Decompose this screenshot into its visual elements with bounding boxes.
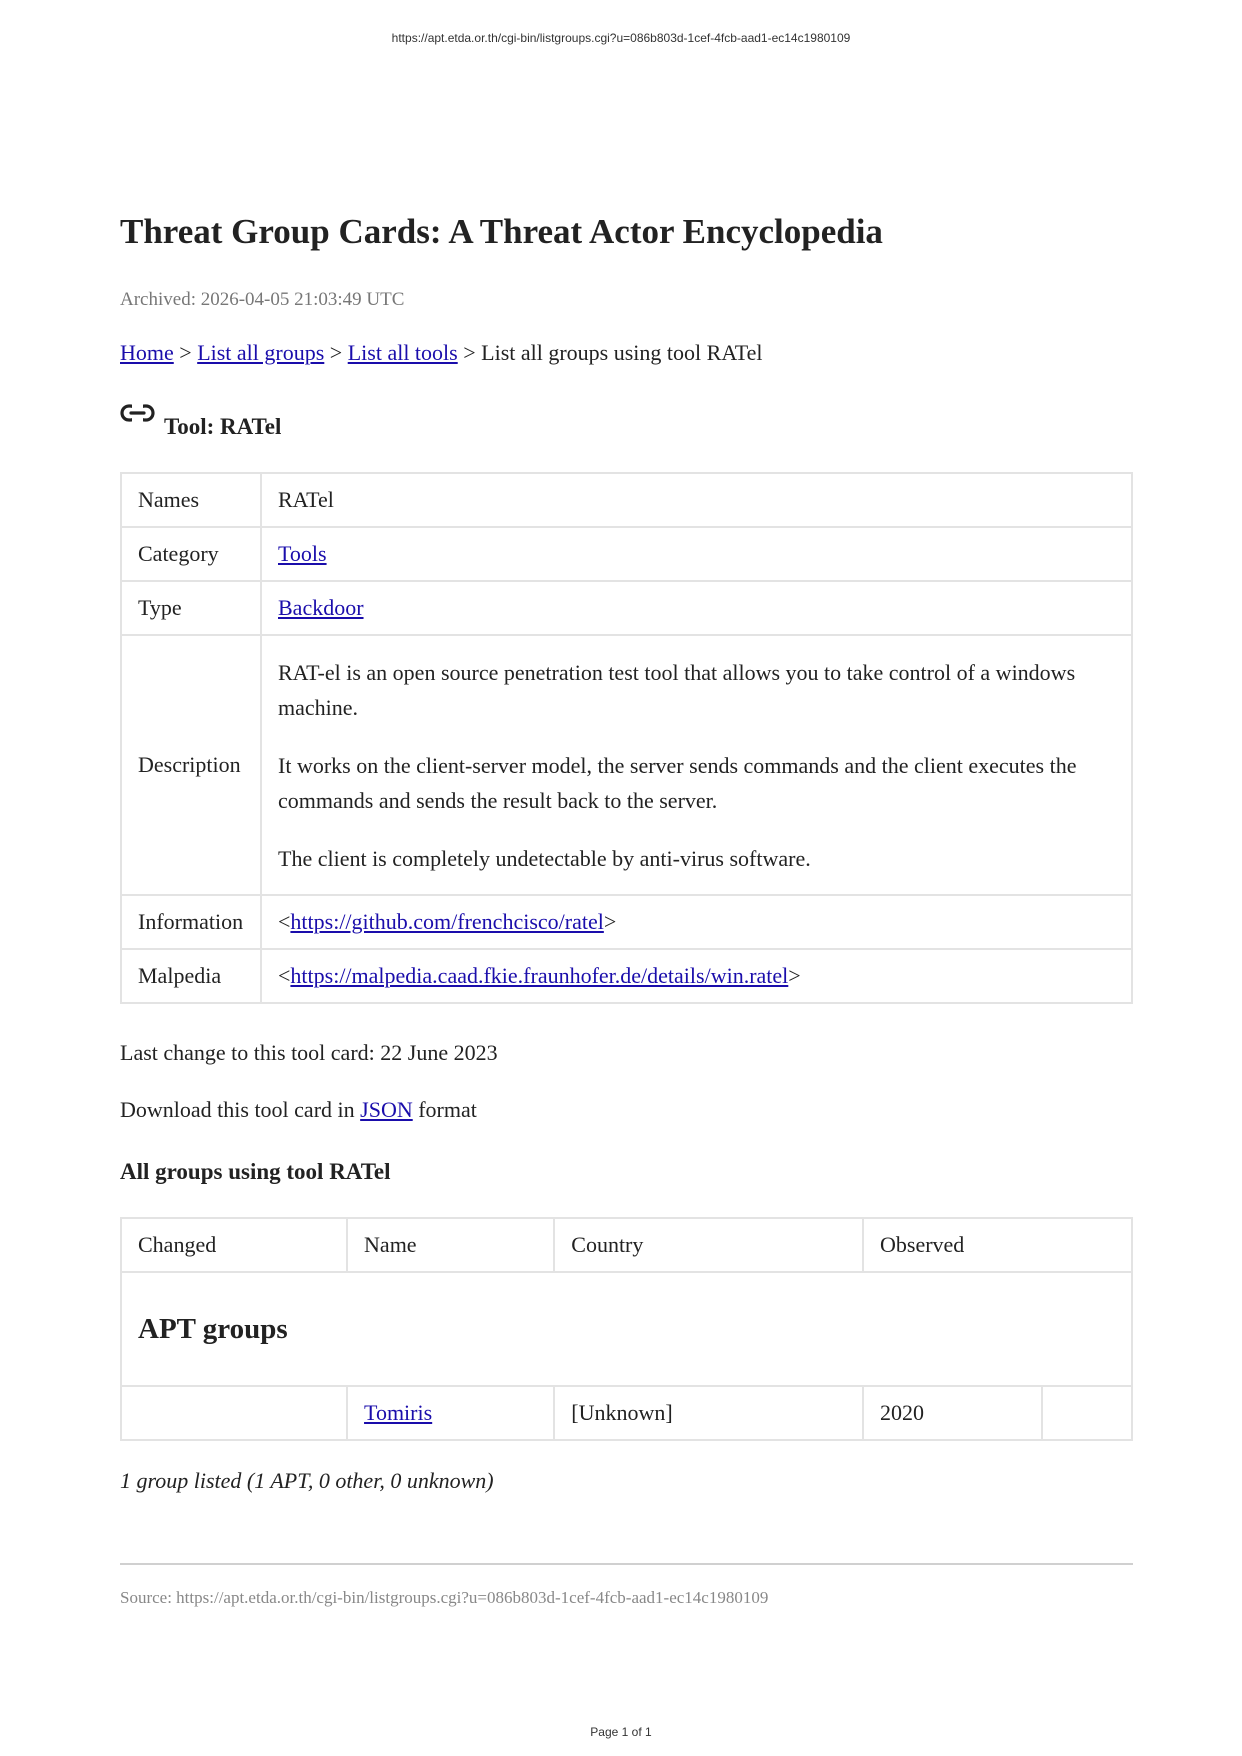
table-row bbox=[121, 895, 1132, 949]
malpedia-cell bbox=[261, 949, 1132, 1003]
download-suffix: format bbox=[418, 1097, 477, 1122]
breadcrumb bbox=[120, 340, 763, 366]
link-icon bbox=[120, 403, 164, 425]
names-value: RATel bbox=[261, 473, 1132, 527]
description-paragraph: It works on the client-server model, the server sends commands and the client executes the commands and sends the result back to the server. bbox=[278, 752, 1077, 813]
tool-card-table bbox=[120, 472, 1133, 1004]
type-label: Type bbox=[121, 581, 261, 635]
footer-divider bbox=[120, 1563, 1133, 1565]
tool-title: Tool: RATel bbox=[164, 414, 282, 439]
category-link[interactable]: Tools bbox=[278, 541, 327, 566]
breadcrumb-separator: > bbox=[179, 340, 192, 365]
angle-close: > bbox=[788, 963, 801, 988]
breadcrumb-separator: > bbox=[329, 340, 343, 365]
description-paragraph: RAT-el is an open source penetration test tool that allows you to take control of a windows machine. bbox=[278, 659, 1076, 720]
type-cell bbox=[261, 581, 1132, 635]
breadcrumb-home-link[interactable]: Home bbox=[120, 340, 174, 365]
download-prefix: Download this tool card in bbox=[120, 1097, 355, 1122]
page-number: Page 1 of 1 bbox=[590, 1725, 652, 1739]
breadcrumb-current: List all groups using tool RATel bbox=[481, 340, 763, 365]
information-cell bbox=[261, 895, 1132, 949]
table-header-row bbox=[121, 1218, 1132, 1272]
page-title: Threat Group Cards: A Threat Actor Encyclopedia bbox=[120, 212, 883, 251]
table-row bbox=[121, 949, 1132, 1003]
names-label: Names bbox=[121, 473, 261, 527]
type-link[interactable]: Backdoor bbox=[278, 595, 364, 620]
breadcrumb-list-tools-link[interactable]: List all tools bbox=[347, 340, 458, 365]
table-row bbox=[121, 473, 1132, 527]
breadcrumb-list-groups-link[interactable]: List all groups bbox=[197, 340, 325, 365]
tool-heading bbox=[120, 403, 281, 440]
column-header-country: Country bbox=[554, 1218, 863, 1272]
malpedia-link[interactable]: https://malpedia.caad.fkie.fraunhofer.de/details/win.ratel bbox=[290, 963, 789, 988]
section-apt-groups: APT groups bbox=[121, 1272, 1132, 1386]
group-country: [Unknown] bbox=[554, 1386, 863, 1440]
group-name-cell bbox=[347, 1386, 554, 1440]
malpedia-label: Malpedia bbox=[121, 949, 261, 1003]
category-label: Category bbox=[121, 527, 261, 581]
table-row bbox=[121, 635, 1132, 895]
information-link[interactable]: https://github.com/frenchcisco/ratel bbox=[290, 909, 604, 934]
print-header-url: https://apt.etda.or.th/cgi-bin/listgroups.cgi?u=086b803d-1cef-4fcb-aad1-ec14c1980109 bbox=[391, 31, 851, 45]
last-change: Last change to this tool card: 22 June 2023 bbox=[120, 1040, 498, 1065]
source-url: Source: https://apt.etda.or.th/cgi-bin/listgroups.cgi?u=086b803d-1cef-4fcb-aad1-ec14c1980109 bbox=[120, 1588, 769, 1607]
description-cell bbox=[261, 635, 1132, 895]
groups-table bbox=[120, 1217, 1133, 1441]
archived-timestamp: Archived: 2026-04-05 21:03:49 UTC bbox=[120, 289, 405, 310]
group-name-link[interactable]: Tomiris bbox=[364, 1400, 433, 1425]
table-row bbox=[121, 581, 1132, 635]
breadcrumb-separator: > bbox=[463, 340, 476, 365]
information-label: Information bbox=[121, 895, 261, 949]
groups-heading: All groups using tool RATel bbox=[120, 1159, 391, 1184]
groups-summary: 1 group listed (1 APT, 0 other, 0 unknown) bbox=[120, 1468, 494, 1493]
angle-close: > bbox=[603, 909, 617, 934]
description-paragraph: The client is completely undetectable by anti-virus software. bbox=[278, 845, 811, 871]
column-header-changed: Changed bbox=[121, 1218, 347, 1272]
category-cell bbox=[261, 527, 1132, 581]
section-row bbox=[121, 1272, 1132, 1386]
table-row bbox=[121, 527, 1132, 581]
table-row bbox=[121, 1386, 1132, 1440]
group-observed: 2020 bbox=[863, 1386, 1042, 1440]
column-header-observed: Observed bbox=[863, 1218, 1132, 1272]
download-line bbox=[120, 1097, 477, 1123]
description-label: Description bbox=[121, 635, 261, 895]
column-header-name: Name bbox=[347, 1218, 554, 1272]
angle-open: < bbox=[278, 909, 291, 934]
group-extra bbox=[1042, 1386, 1132, 1440]
angle-open: < bbox=[278, 963, 291, 988]
download-json-link[interactable]: JSON bbox=[360, 1097, 413, 1122]
group-changed bbox=[121, 1386, 347, 1440]
